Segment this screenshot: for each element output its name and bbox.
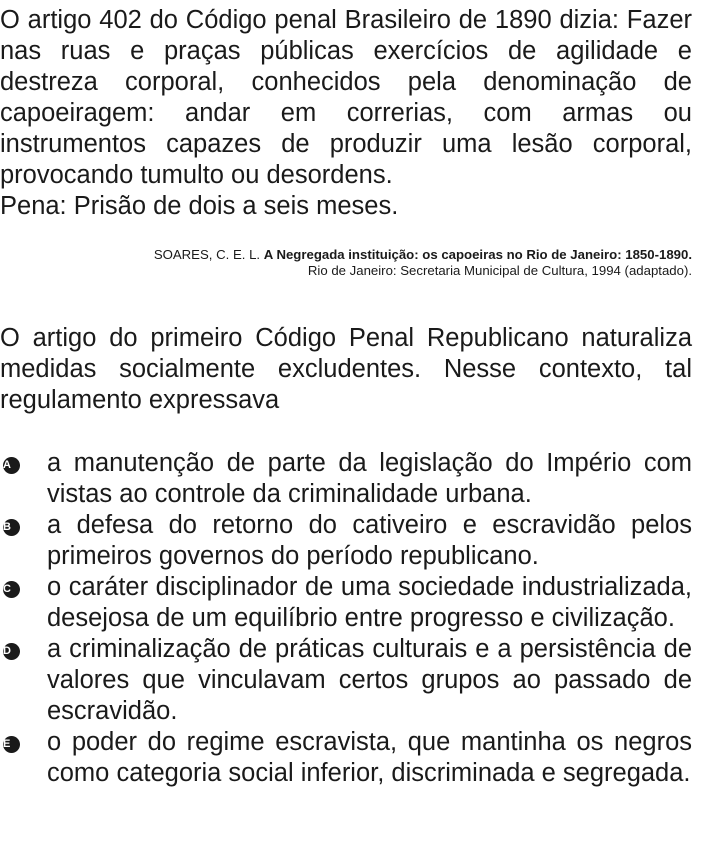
excerpt-penalty: Pena: Prisão de dois a seis meses.	[0, 192, 399, 220]
excerpt-paragraph: O artigo 402 do Código penal Brasileiro de 1890 dizia: Fazer nas ruas e praças públicas exercícios de agilidade e destreza corporal, conhecidos pela denominação de capoeiragem: andar em correrias, com armas ou instrumentos capazes de produzir uma lesão corporal, provocando tumulto ou desordens.	[0, 6, 692, 189]
source-first-line	[0, 247, 692, 263]
source-publication: Rio de Janeiro: Secretaria Municipal de Cultura, 1994 (adaptado).	[307, 263, 692, 278]
option-b-text: a defesa do retorno do cativeiro e escravidão pelos primeiros governos do período republicano.	[47, 511, 692, 570]
option-d[interactable]	[0, 634, 692, 727]
option-a-letter-badge: A	[3, 457, 20, 474]
option-d-letter-badge: D	[3, 643, 20, 660]
option-c-letter-badge: C	[3, 581, 20, 598]
excerpt	[0, 5, 692, 222]
option-e-letter-badge: E	[3, 736, 20, 753]
source-citation	[0, 247, 692, 279]
question-stem: O artigo do primeiro Código Penal Republicano naturaliza medidas socialmente excludentes. Nesse contexto, tal regulamento expressava	[0, 324, 692, 414]
source-author: SOARES, C. E. L.	[153, 247, 264, 262]
option-e[interactable]	[0, 727, 692, 789]
option-c[interactable]	[0, 572, 692, 634]
option-a-text: a manutenção de parte da legislação do Império com vistas ao controle da criminalidade urbana.	[47, 449, 692, 508]
option-b-letter-badge: B	[3, 519, 20, 536]
option-b[interactable]	[0, 510, 692, 572]
option-c-text: o caráter disciplinador de uma sociedade industrializada, desejosa de um equilíbrio entre progresso e civilização.	[47, 573, 692, 632]
answer-options	[0, 448, 692, 789]
option-e-text: o poder do regime escravista, que mantinha os negros como categoria social inferior, discriminada e segregada.	[47, 728, 692, 787]
source-title: A Negregada instituição: os capoeiras no Rio de Janeiro: 1850-1890.	[263, 247, 692, 262]
option-a[interactable]	[0, 448, 692, 510]
option-d-text: a criminalização de práticas culturais e a persistência de valores que vinculavam certos grupos ao passado de escravidão.	[47, 635, 692, 725]
